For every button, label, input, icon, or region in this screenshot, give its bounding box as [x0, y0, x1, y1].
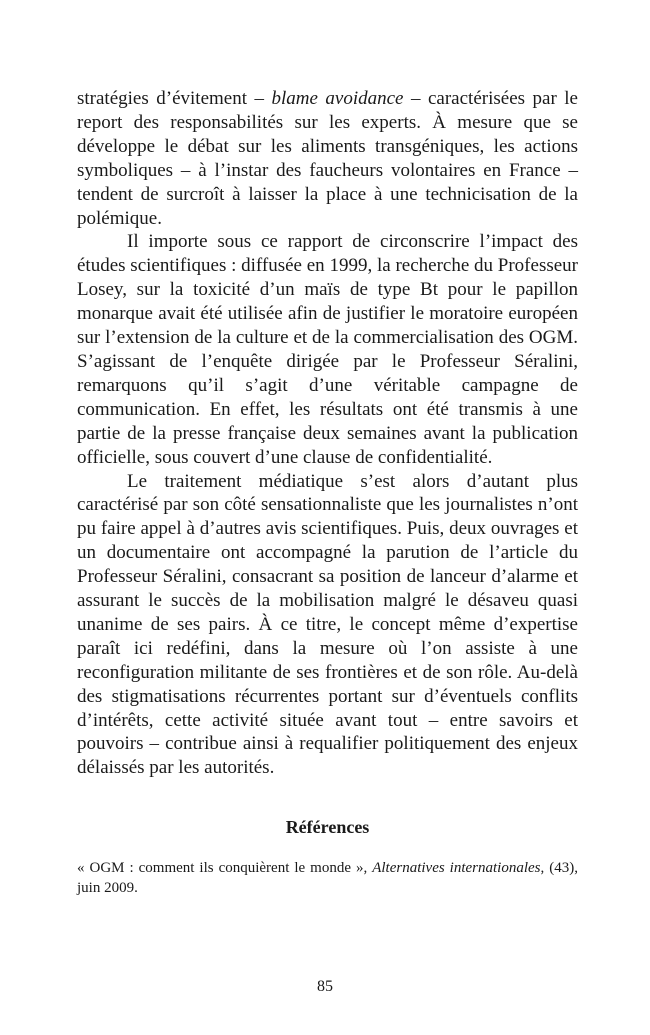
paragraph-1-text-end: – caractérisées par le report des responsabilités sur les experts. À mesure que se développe le débat sur les aliments transgéniques, les actions symboliques – à l’instar des faucheurs volontaires en France – tendent de surcroît à laisser la place à une technicisation de la polémique.	[77, 88, 578, 229]
body-paragraph-2: Il importe sous ce rapport de circonscrire l’impact des études scientifiques : diffusée en 1999, la recherche du Professeur Losey, sur la toxicité d’un maïs de type Bt pour le papillon monarque avait été utilisée afin de justifier le moratoire européen sur l’extension de la culture et de la commercialisation des OGM. S’agissant de l’enquête dirigée par le Professeur Séralini, remarquons qu’il s’agit d’une véritable campagne de communication. En effet, les résultats ont été transmis à une partie de la presse française deux semaines avant la publication officielle, sous couvert d’une clause de confidentialité.	[77, 231, 578, 468]
body-paragraph-3: Le traitement médiatique s’est alors d’autant plus caractérisé par son côté sensationnaliste que les journalistes n’ont pu faire appel à d’autres avis scientifiques. Puis, deux ouvrages et un documentaire ont accompagné la parution de l’article du Professeur Séralini, consacrant sa position de lanceur d’alarme et assurant le succès de la mobilisation malgré le désaveu quasi unanime de ses pairs. À ce titre, le concept même d’expertise paraît ici redéfini, dans la mesure où l’on assiste à une reconfiguration militante de ses frontières et de son rôle. Au-delà des stigmatisations récurrentes portant sur d’éventuels conflits d’intérêts, cette activité située avant tout – entre savoirs et pouvoirs – contribue ainsi à requalifier politiquement des enjeux délaissés par les autorités.	[77, 470, 578, 779]
paragraph-1-text-start: stratégies d’évitement –	[77, 88, 272, 109]
reference-entry	[77, 858, 578, 898]
reference-title: « OGM : comment ils conquièrent le monde »,	[77, 860, 373, 876]
references-heading: Références	[285, 817, 370, 837]
body-paragraph-1	[77, 87, 578, 230]
reference-journal: Alternatives internationales	[372, 860, 541, 876]
italic-term: blame avoidance	[271, 88, 404, 109]
reference-details: , (43), juin 2009.	[77, 860, 578, 896]
page-content	[77, 87, 578, 896]
page-number: 85	[317, 978, 333, 995]
